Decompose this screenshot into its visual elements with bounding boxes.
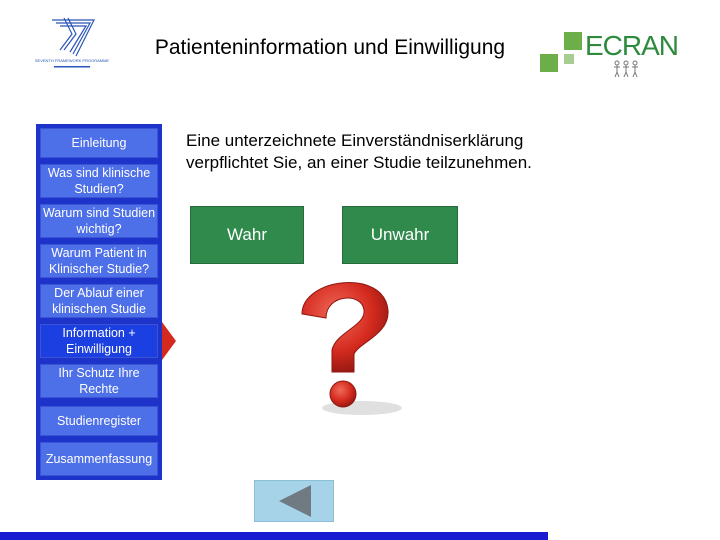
fp7-logo	[32, 16, 112, 76]
fp7-logo-text: SEVENTH FRAMEWORK PROGRAMME	[34, 58, 110, 63]
sidebar-item-studienregister[interactable]: Studienregister	[40, 406, 158, 436]
ecran-logo	[540, 30, 680, 90]
sidebar-item-warum-sind-studien-wichtig[interactable]: Warum sind Studien wichtig?	[40, 204, 158, 238]
ecran-logo-text: ECRAN	[585, 30, 679, 61]
back-button[interactable]	[254, 480, 334, 522]
sidebar-item-ihr-schutz[interactable]: Ihr Schutz Ihre Rechte	[40, 364, 158, 398]
sidebar-nav	[36, 124, 162, 480]
answer-false-button[interactable]: Unwahr	[342, 206, 458, 264]
quiz-question: Eine unterzeichnete Einverständniserklärung verpflichtet Sie, an einer Studie teilzunehmen.	[186, 131, 532, 172]
triangle-left-icon	[255, 481, 333, 521]
sidebar-item-zusammenfassung[interactable]: Zusammenfassung	[40, 442, 158, 476]
question-mark-icon	[284, 268, 414, 418]
page-title: Patienteninformation und Einwilligung	[154, 36, 506, 59]
sidebar-item-warum-patient[interactable]: Warum Patient in Klinischer Studie?	[40, 244, 158, 278]
active-item-arrow-icon	[162, 322, 176, 360]
people-icon	[612, 60, 640, 78]
sidebar-item-information-einwilligung[interactable]: Information + Einwilligung	[40, 324, 158, 358]
sidebar-item-einleitung[interactable]: Einleitung	[40, 128, 158, 158]
sidebar-item-was-sind-klinische-studien[interactable]: Was sind klinische Studien?	[40, 164, 158, 198]
bottom-bar	[0, 532, 548, 540]
answer-true-button[interactable]: Wahr	[190, 206, 304, 264]
sidebar-item-ablauf[interactable]: Der Ablauf einer klinischen Studie	[40, 284, 158, 318]
